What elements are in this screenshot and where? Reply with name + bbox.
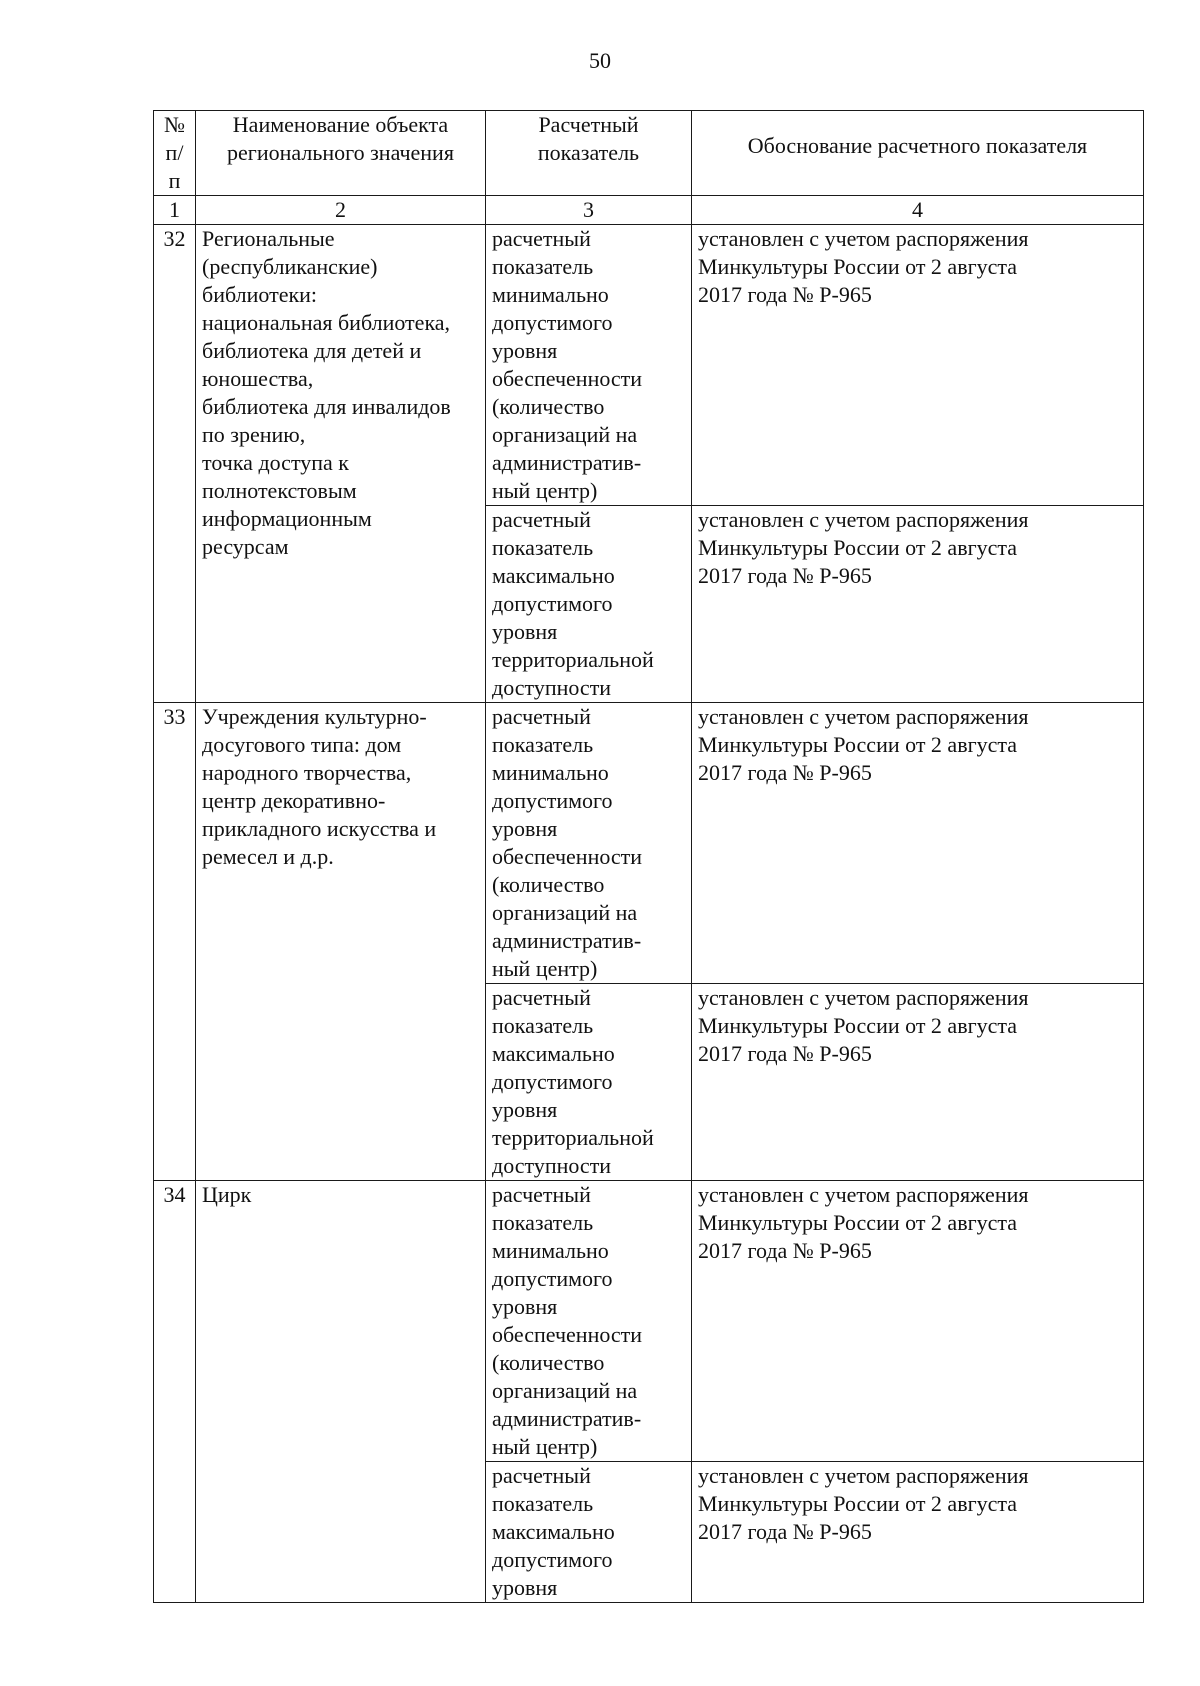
header-object-name: Наименование объекта регионального значения xyxy=(196,111,486,196)
basis: установлен с учетом распоряжения Минкультуры России от 2 августа 2017 года № Р-965 xyxy=(692,984,1144,1181)
basis: установлен с учетом распоряжения Минкультуры России от 2 августа 2017 года № Р-965 xyxy=(692,703,1144,984)
regional-objects-table xyxy=(153,110,1144,1603)
object-name: Региональные (республиканские) библиотеки: национальная библиотека, библиотека для детей и юношества, библиотека для инвалидов по зрению, точка доступа к полнотекстовым информационным ресурсам xyxy=(196,225,486,703)
column-number: 1 xyxy=(154,196,196,225)
table-row xyxy=(154,703,1144,984)
object-name: Учреждения культурно- досугового типа: дом народного творчества, центр декоративно- прикладного искусства и ремесел и д.р. xyxy=(196,703,486,1181)
table-header-row xyxy=(154,111,1144,196)
page-number: 50 xyxy=(589,48,611,73)
table-row xyxy=(154,225,1144,506)
header-number: № п/п xyxy=(154,111,196,196)
header-basis: Обоснование расчетного показателя xyxy=(692,111,1144,196)
row-number: 34 xyxy=(154,1181,196,1603)
indicator: расчетный показатель минимально допустимого уровня обеспеченности (количество организаций на административ- ный центр) xyxy=(486,703,692,984)
basis: установлен с учетом распоряжения Минкультуры России от 2 августа 2017 года № Р-965 xyxy=(692,506,1144,703)
row-number: 32 xyxy=(154,225,196,703)
column-number: 2 xyxy=(196,196,486,225)
header-indicator: Расчетный показатель xyxy=(486,111,692,196)
column-numbers-row xyxy=(154,196,1144,225)
indicator: расчетный показатель максимально допустимого уровня xyxy=(486,1462,692,1603)
row-number: 33 xyxy=(154,703,196,1181)
object-name: Цирк xyxy=(196,1181,486,1603)
indicator: расчетный показатель минимально допустимого уровня обеспеченности (количество организаций на административ- ный центр) xyxy=(486,1181,692,1462)
basis: установлен с учетом распоряжения Минкультуры России от 2 августа 2017 года № Р-965 xyxy=(692,1181,1144,1462)
column-number: 4 xyxy=(692,196,1144,225)
indicator: расчетный показатель минимально допустимого уровня обеспеченности (количество организаций на административ- ный центр) xyxy=(486,225,692,506)
column-number: 3 xyxy=(486,196,692,225)
indicator: расчетный показатель максимально допустимого уровня территориальной доступности xyxy=(486,506,692,703)
basis: установлен с учетом распоряжения Минкультуры России от 2 августа 2017 года № Р-965 xyxy=(692,1462,1144,1603)
basis: установлен с учетом распоряжения Минкультуры России от 2 августа 2017 года № Р-965 xyxy=(692,225,1144,506)
indicator: расчетный показатель максимально допустимого уровня территориальной доступности xyxy=(486,984,692,1181)
table-row xyxy=(154,1181,1144,1462)
